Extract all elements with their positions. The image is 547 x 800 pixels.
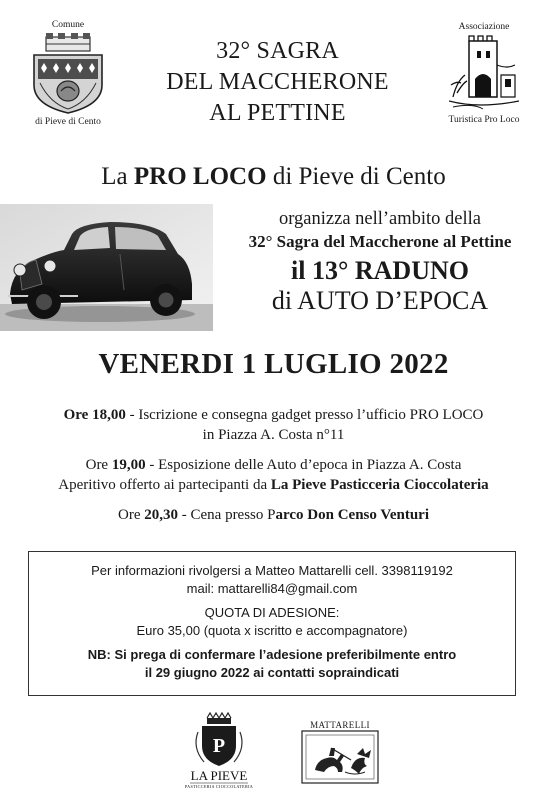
org-line-1: organizza nell’ambito della xyxy=(278,209,482,229)
quota-value: Euro 35,00 (quota x iscritto e accompagnatore) xyxy=(136,622,408,638)
schedule-text: - Esposizione delle Auto d’epoca in Piazza A. Costa xyxy=(145,457,462,473)
contact-email: mail: mattarelli84@gmail.com xyxy=(186,580,358,596)
raduno-title: il 13° RADUNO xyxy=(291,256,469,285)
org-line-2: 32° Sagra del Maccherone al Pettine xyxy=(248,232,512,251)
lapieve-wordmark: LA PIEVE xyxy=(190,768,248,783)
lapieve-crest-icon xyxy=(180,712,258,788)
comune-label: Comune xyxy=(51,20,85,30)
nb-note-2: il 29 giugno 2022 ai contatti sopraindicati xyxy=(144,664,400,680)
lapieve-tagline: PASTICCERIA CIOCCOLATERIA xyxy=(184,784,254,788)
nb-note-1: NB: Si prega di confermare l’adesione preferibilmente entro xyxy=(87,647,457,662)
mattarelli-wordmark: MATTARELLI xyxy=(310,720,370,730)
mattarelli-logo xyxy=(300,720,380,789)
organizer-line xyxy=(0,163,547,191)
schedule-text-2: Aperitivo offerto ai partecipanti da xyxy=(58,477,271,493)
comune-crest xyxy=(14,20,122,128)
schedule-time-prefix: Ore xyxy=(118,507,145,523)
schedule-time: Ore 18,00 xyxy=(63,407,126,423)
schedule-item xyxy=(0,405,547,445)
venue-name: arco Don Censo Venturi xyxy=(275,507,429,523)
lapieve-logo xyxy=(180,712,258,793)
sponsor-name: La Pieve Pasticceria Cioccolateria xyxy=(270,477,489,493)
organizer-prefix: La xyxy=(101,163,134,190)
coat-of-arms-icon xyxy=(28,33,108,115)
quota-title: QUOTA DI ADESIONE: xyxy=(204,605,340,620)
event-schedule xyxy=(0,405,547,535)
organizer-suffix: di Pieve di Cento xyxy=(266,163,446,190)
raduno-subtitle: di AUTO D’EPOCA xyxy=(271,286,489,315)
schedule-text: - Cena presso P xyxy=(178,507,276,523)
title-line-2: DEL MACCHERONE xyxy=(166,69,389,95)
svg-text:P: P xyxy=(212,735,226,757)
schedule-time-prefix: Ore xyxy=(85,457,112,473)
tower-gate-icon xyxy=(449,35,519,113)
assoc-label: Associazione xyxy=(458,22,510,32)
vintage-car-photo xyxy=(0,204,213,331)
proloco-logo xyxy=(439,22,529,126)
contact-phone: Per informazioni rivolgersi a Matteo Mattarelli cell. 3398119192 xyxy=(91,563,453,578)
title-line-1: 32° SAGRA xyxy=(216,38,339,64)
event-title xyxy=(130,36,425,129)
raduno-announcement xyxy=(213,208,547,316)
title-line-3: AL PETTINE xyxy=(209,100,346,126)
comune-name: di Pieve di Cento xyxy=(35,117,101,127)
schedule-time: 20,30 xyxy=(144,507,178,523)
schedule-time: 19,00 xyxy=(111,457,146,473)
schedule-item xyxy=(0,505,547,525)
assoc-name: Turistica Pro Loco xyxy=(448,115,520,125)
schedule-text: - Iscrizione e consegna gadget presso l’ufficio PRO LOCO xyxy=(125,407,484,423)
event-date: VENERDI 1 LUGLIO 2022 xyxy=(98,348,449,380)
info-box xyxy=(28,551,516,696)
schedule-item xyxy=(0,455,547,495)
organizer-name: PRO LOCO xyxy=(133,163,267,190)
knight-dragon-icon xyxy=(301,730,379,784)
schedule-text-2: in Piazza A. Costa n°11 xyxy=(202,427,345,443)
